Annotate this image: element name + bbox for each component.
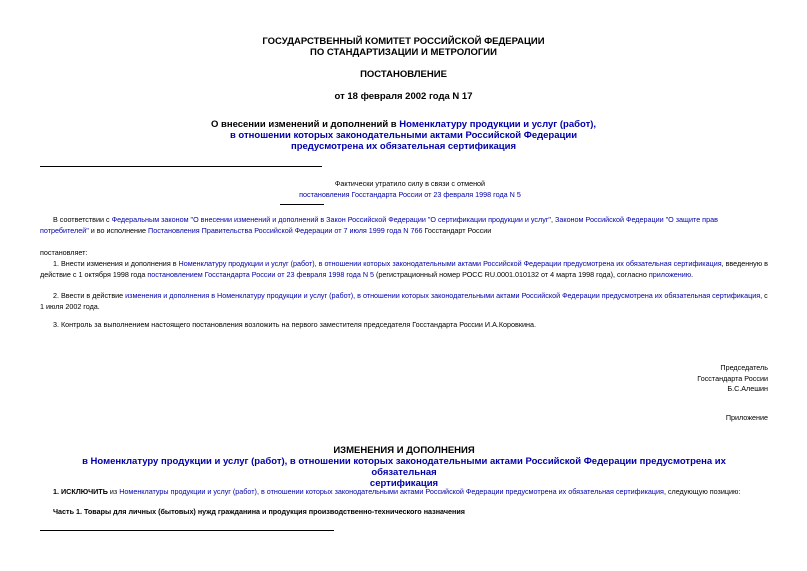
document-type: ПОСТАНОВЛЕНИЕ	[360, 69, 447, 80]
item-1-text-1: 1. Внести изменения и дополнения в	[53, 259, 179, 268]
annex-title: ИЗМЕНЕНИЯ И ДОПОЛНЕНИЯ	[333, 445, 475, 456]
issuing-authority	[0, 36, 807, 58]
title-link-part-3[interactable]: предусмотрена их обязательная сертификация	[290, 141, 517, 152]
separator-rule-small	[280, 204, 324, 205]
item-1-text-3: (регистрационный номер РОСС RU.0001.010132 от 4 марта 1998 года), согласно	[374, 269, 649, 279]
government-decree-link[interactable]: Постановления Правительства Российской Федерации от 7 июля 1999 года N 766	[148, 225, 423, 235]
separator-rule-bottom	[40, 530, 334, 531]
annex-link-part-2[interactable]: сертификация	[369, 478, 439, 489]
part-1-heading: Часть 1. Товары для личных (бытовых) нужд гражданина и продукция производственно-технического назначения	[53, 507, 465, 516]
item-3-paragraph: 3. Контроль за выполнением настоящего постановления возложить на первого заместителя председателя Госстандарта России И.А.Коровкина.	[53, 320, 536, 329]
signature-title: Председатель	[720, 363, 768, 372]
nomenclature-link[interactable]: Номенклатуру продукции и услуг (работ), в отношении которых законодательными актами Российской Федерации предусмотрена их обязательная сертификация	[178, 259, 722, 268]
resolves-label: постановляет:	[40, 248, 88, 257]
item-2-text-1: 2. Ввести в действие	[53, 291, 126, 300]
item-1-text-4: .	[691, 269, 694, 279]
exclude-paragraph	[53, 487, 768, 498]
item-2-text-2: , с 1 июля 2002 года.	[40, 291, 768, 311]
annex-prefix: в	[82, 456, 91, 467]
gosstandart-decree-link[interactable]: постановлением Госстандарта России от 23 февраля 1998 года N 5	[147, 269, 375, 279]
annex-link-part-1[interactable]: Номенклатуру продукции и услуг (работ), в отношении которых законодательными актами Российской Федерации предусмотрена их обязательная	[90, 456, 726, 478]
signature-name: Б.С.Алешин	[727, 384, 768, 393]
title-link-part-2[interactable]: в отношении которых законодательными актами Российской Федерации	[229, 130, 578, 141]
preamble-text-3: и во исполнение	[88, 225, 149, 235]
preamble-text-2: ,	[551, 215, 555, 224]
consumer-law-link[interactable]: Законом Российской Федерации "О защите прав потребителей"	[40, 215, 718, 235]
preamble-text-1: В соответствии с	[53, 215, 112, 224]
document-title	[0, 119, 807, 152]
authority-line-1: ГОСУДАРСТВЕННЫЙ КОМИТЕТ РОССИЙСКОЙ ФЕДЕРАЦИИ	[262, 36, 545, 47]
separator-rule-top	[40, 166, 322, 167]
exclude-text-2: , следующую позицию:	[663, 487, 741, 496]
status-text: Фактически утратило силу в связи с отменой	[334, 179, 486, 188]
item-2-paragraph	[40, 291, 768, 312]
authority-line-2: ПО СТАНДАРТИЗАЦИИ И МЕТРОЛОГИИ	[310, 47, 497, 58]
preamble-paragraph	[40, 215, 768, 236]
annex-heading	[50, 445, 758, 489]
appendix-label: Приложение	[725, 413, 768, 422]
item-1-text-2: , введенную в действие с 1 октября 1998 года	[40, 259, 768, 279]
preamble-text-4: Госстандарт России	[422, 225, 492, 235]
signature-organization: Госстандарта России	[697, 373, 768, 383]
signature-block	[560, 363, 768, 395]
exclude-text-1: из	[107, 487, 120, 496]
changes-link[interactable]: изменения и дополнения в Номенклатуру продукции и услуг (работ), в отношении которых законодательными актами Российской Федерации предусмотрена их обязательная сертификация	[125, 291, 761, 300]
item-1-paragraph	[40, 259, 768, 280]
status-note	[180, 179, 640, 200]
federal-law-link[interactable]: Федеральным законом "О внесении изменений и дополнений в Закон Российской Федерации "О сертификации продукции и услуг"	[111, 215, 551, 224]
status-link[interactable]: постановления Госстандарта России от 23 февраля 1998 года N 5	[299, 189, 521, 199]
appendix-link[interactable]: приложению	[648, 269, 692, 279]
exclude-label: 1. ИСКЛЮЧИТЬ	[53, 487, 108, 496]
exclude-nomenclature-link[interactable]: Номенклатуры продукции и услуг (работ), в отношении которых законодательными актами Российской Федерации предусмотрена их обязательная сертификация	[119, 487, 664, 496]
title-link-part-1[interactable]: Номенклатуру продукции и услуг (работ),	[399, 119, 597, 130]
title-prefix: О внесении изменений и дополнений в	[210, 119, 400, 130]
document-date: от 18 февраля 2002 года N 17	[334, 91, 473, 102]
